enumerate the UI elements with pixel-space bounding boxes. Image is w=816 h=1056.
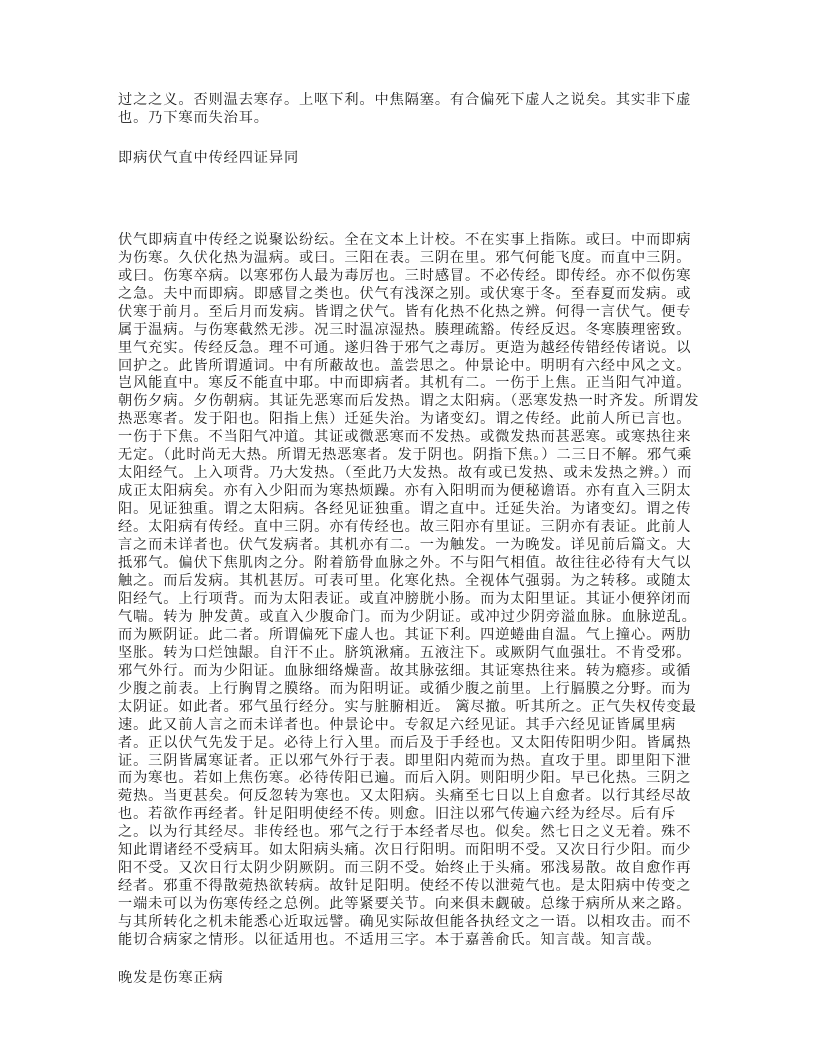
intro-paragraph: 过之之义。否则温去寒存。上呕下利。中焦隔塞。有合偏死下虚人之说矣。其实非下虚也。乃下寒而失治耳。	[118, 92, 692, 126]
section-heading-late-onset: 晚发是伤寒正病	[118, 969, 224, 986]
body-paragraph: 伏气即病直中传经之说聚讼纷纭。全在文本上计校。不在实事上指陈。或曰。中而即病为伤寒。久伏化热为温病。或曰。三阳在表。三阴在里。邪气何能飞度。而直中三阴。或曰。伤寒卒病。以寒邪伤人最为毒厉也。三时感冒。不必传经。即传经。亦不似伤寒之急。夫中而即病。即感冒之类也。伏气有浅深之别。或伏寒于冬。至春夏而发病。或伏寒于前月。至后月而发病。皆谓之伏气。皆有化热不化热之辨。何得一言伏气。便专属于温病。与伤寒截然无涉。况三时温凉湿热。腠理疏豁。传经反迟。冬寒腠理密致。里气充实。传经反急。理不可通。遂归咎于邪气之毒厉。更造为越经传错经传诸说。以回护之。此皆所谓遁词。中有所蔽故也。盖尝思之。仲景论中。明明有六经中风之文。岂风能直中。寒反不能直中耶。中而即病者。其机有二。一伤于上焦。正当阳气冲道。朝伤夕病。夕伤朝病。其证先恶寒而后发热。谓之太阳病。（恶寒发热一时齐发。所谓发热恶寒者。发于阳也。阳指上焦）迁延失治。为诸变幻。谓之传经。此前人所已言也。一伤于下焦。不当阳气冲道。其证或微恶寒而不发热。或微发热而甚恶寒。或寒热往来无定。（此时尚无大热。所谓无热恶寒者。发于阴也。阴指下焦。）二三日不解。邪气乘太阳经气。上入项背。乃大发热。（至此乃大发热。故有或已发热、或未发热之辨。）而成正太阳病矣。亦有入少阳而为寒热烦躁。亦有入阳明而为便秘谵语。亦有直入三阴太阳。见证独重。谓之太阳病。各经见证独重。谓之直中。迁延失治。为诸变幻。谓之传经。太阳病有传经。直中三阴。亦有传经也。故三阳亦有里证。三阴亦有表证。此前人言之而未详者也。伏气发病者。其机亦有二。一为触发。一为晚发。详见前后篇文。大抵邪气。偏伏下焦肌肉之分。附着筋骨血脉之外。不与阳气相值。故往往必待有大气以触之。而后发病。其机甚厉。可表可里。化寒化热。全视体气强弱。为之转移。或随太阳经气。上行项背。而为太阳表证。或直冲膀胱小肠。而为太阳里证。其证小便猝闭而气喘。转为 肿发黄。或直入少腹命门。而为少阴证。或冲过少阴旁溢血脉。血脉逆乱。而为厥阴证。此二者。所谓偏死下虚人也。其证下利。四逆蜷曲自温。气上撞心。两肋坚胀。转为口烂蚀龈。自汗不止。脐筑湫痛。五液注下。或厥阴气血强壮。不肯受邪。邪气外行。而为少阳证。血脉细络燥啬。故其脉弦细。其证寒热往来。转为瘾疹。或循少腹之前表。上行胸胃之膜络。而为阳明证。或循少腹之前里。上行膈膜之分野。而为太阴证。如此者。邪气虽行经分。实与脏腑相近。 篱尽撤。听其所之。正气失权传变最速。此又前人言之而未详者也。仲景论中。专叙足六经见证。其手六经见证皆属里病者。正以伏气先发于足。必待上行入里。而后及于手经也。又太阳传阳明少阳。皆属热证。三阴皆属寒证者。正以邪气外行于表。即里阳内菀而为热。直攻于里。即里阳下泄而为寒也。若如上焦伤寒。必待传阳已遍。而后入阴。则阳明少阳。早已化热。三阴之菀热。当更甚矣。何反忽转为寒也。又太阳病。头痛至七日以上自愈者。以行其经尽故也。若欲作再经者。针足阳明使经不传。则愈。旧注以邪气传遍六经为经尽。后有斥之。以为行其经尽。非传经也。邪气之行于本经者尽也。似矣。然七日之义无着。殊不知此谓诸经不受病耳。如太阳病头痛。次日行阳明。而阳明不受。又次日行少阳。而少阳不受。又次日行太阴少阴厥阴。而三阴不受。始终止于头痛。邪浅易散。故自愈作再经者。邪重不得散菀热欲转病。故针足阳明。使经不传以泄菀气也。是太阳病中传变之一端未可以为伤寒传经之总例。此等紧要关节。向来俱未觑破。总缘于病所从来之路。与其所转化之机未能悉心近取远譬。确见实际故但能各执经文之一语。以相攻击。而不能切合病家之情形。以征适用也。不适用三字。本于嘉善俞氏。知言哉。知言哉。	[118, 231, 700, 949]
document-page	[118, 92, 702, 988]
section-heading-direct-strike: 即病伏气直中传经四证异同	[118, 149, 300, 166]
